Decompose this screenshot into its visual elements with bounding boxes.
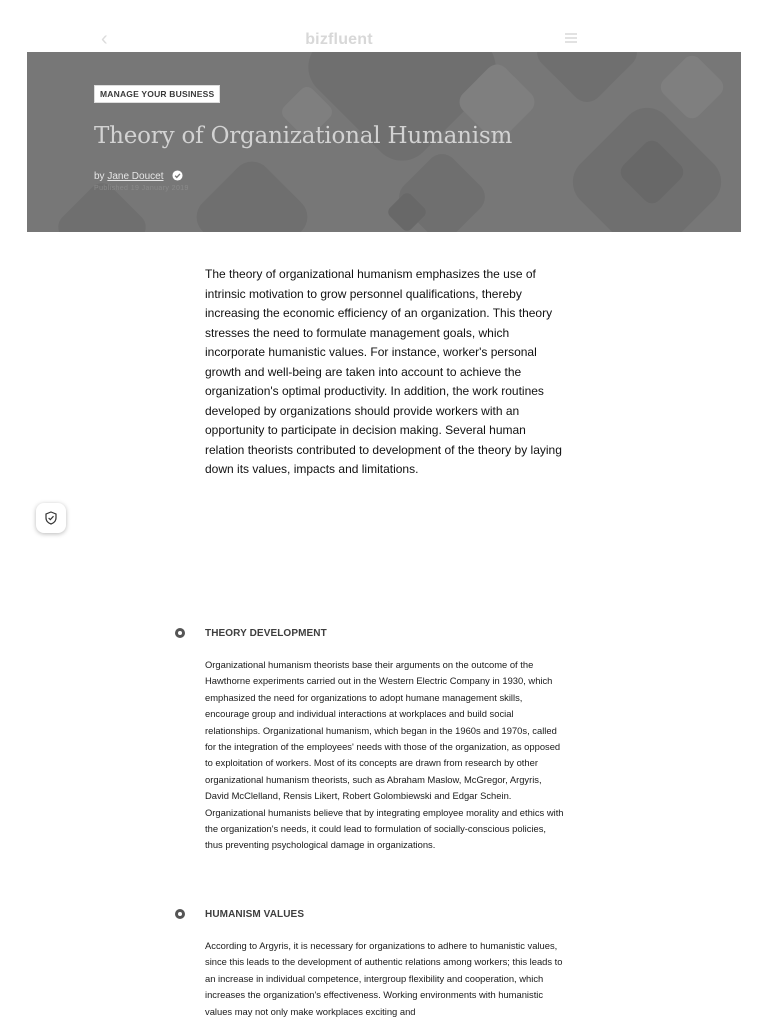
- hero-banner: [27, 52, 741, 232]
- article-title: Theory of Organizational Humanism: [94, 123, 513, 149]
- site-logo[interactable]: bizfluent: [305, 31, 373, 48]
- top-nav: [95, 28, 583, 50]
- intro-paragraph: The theory of organizational humanism emphasizes the use of intrinsic motivation to grow personnel qualifications, thereby increasing the economic efficiency of an organization. This theory stresses the need to formulate management goals, which incorporate humanistic values. For instance, worker's personal growth and well-being are taken into account to achieve the organization's optimal productivity. In addition, the work routines developed by organizations should provide workers with an opportunity to participate in decision making. Several human relation theorists contributed to development of the theory by laying down its values, impacts and limitations.: [205, 267, 562, 476]
- hamburger-menu-icon[interactable]: [565, 33, 577, 43]
- category-tag[interactable]: MANAGE YOUR BUSINESS: [94, 85, 220, 103]
- check-circle-icon: [172, 170, 183, 181]
- section-heading: THEORY DEVELOPMENT: [205, 628, 327, 639]
- shield-check-icon: [45, 511, 57, 525]
- byline: [94, 170, 183, 183]
- section-heading: HUMANISM VALUES: [205, 909, 305, 920]
- privacy-button[interactable]: [36, 503, 66, 533]
- author-link[interactable]: Jane Doucet: [107, 171, 164, 182]
- published-date: Published 19 January 2019: [94, 185, 189, 192]
- byline-prefix: by: [94, 171, 105, 182]
- section-body: According to Argyris, it is necessary for organizations to adhere to humanistic values, since this leads to the development of authentic relations among workers; this leads to an increase in individual competence, intergroup flexibility and cooperation, which increases the organization's effectiveness. Working environments with humanistic values may not only make workplaces exciting and: [205, 940, 563, 1017]
- section-body: Organizational humanism theorists base their arguments on the outcome of the Hawthorne experiments carried out in the Western Electric Company in 1930, which emphasized the need for organizations to adopt humane management skills, encourage group and individual interactions at workplaces and build social relationships. Organizational humanism, which began in the 1960s and 1970s, called for the integration of the employees' needs with those of the organization, as opposed to exploitation of workers. Most of its concepts are drawn from research by other organizational humanism theorists, such as Abraham Maslow, McGregor, Argyris, David McClelland, Rensis Likert, Robert Golombiewski and Edgar Schein. Organizational humanists believe that by integrating employee morality and ethics with the organization's needs, it could lead to formulation of socially-conscious policies, thus preventing psychological damage in organizations.: [205, 659, 564, 851]
- chevron-left-icon[interactable]: ‹: [101, 28, 108, 50]
- section-bullet-icon: [175, 909, 185, 919]
- section-bullet-icon: [175, 628, 185, 638]
